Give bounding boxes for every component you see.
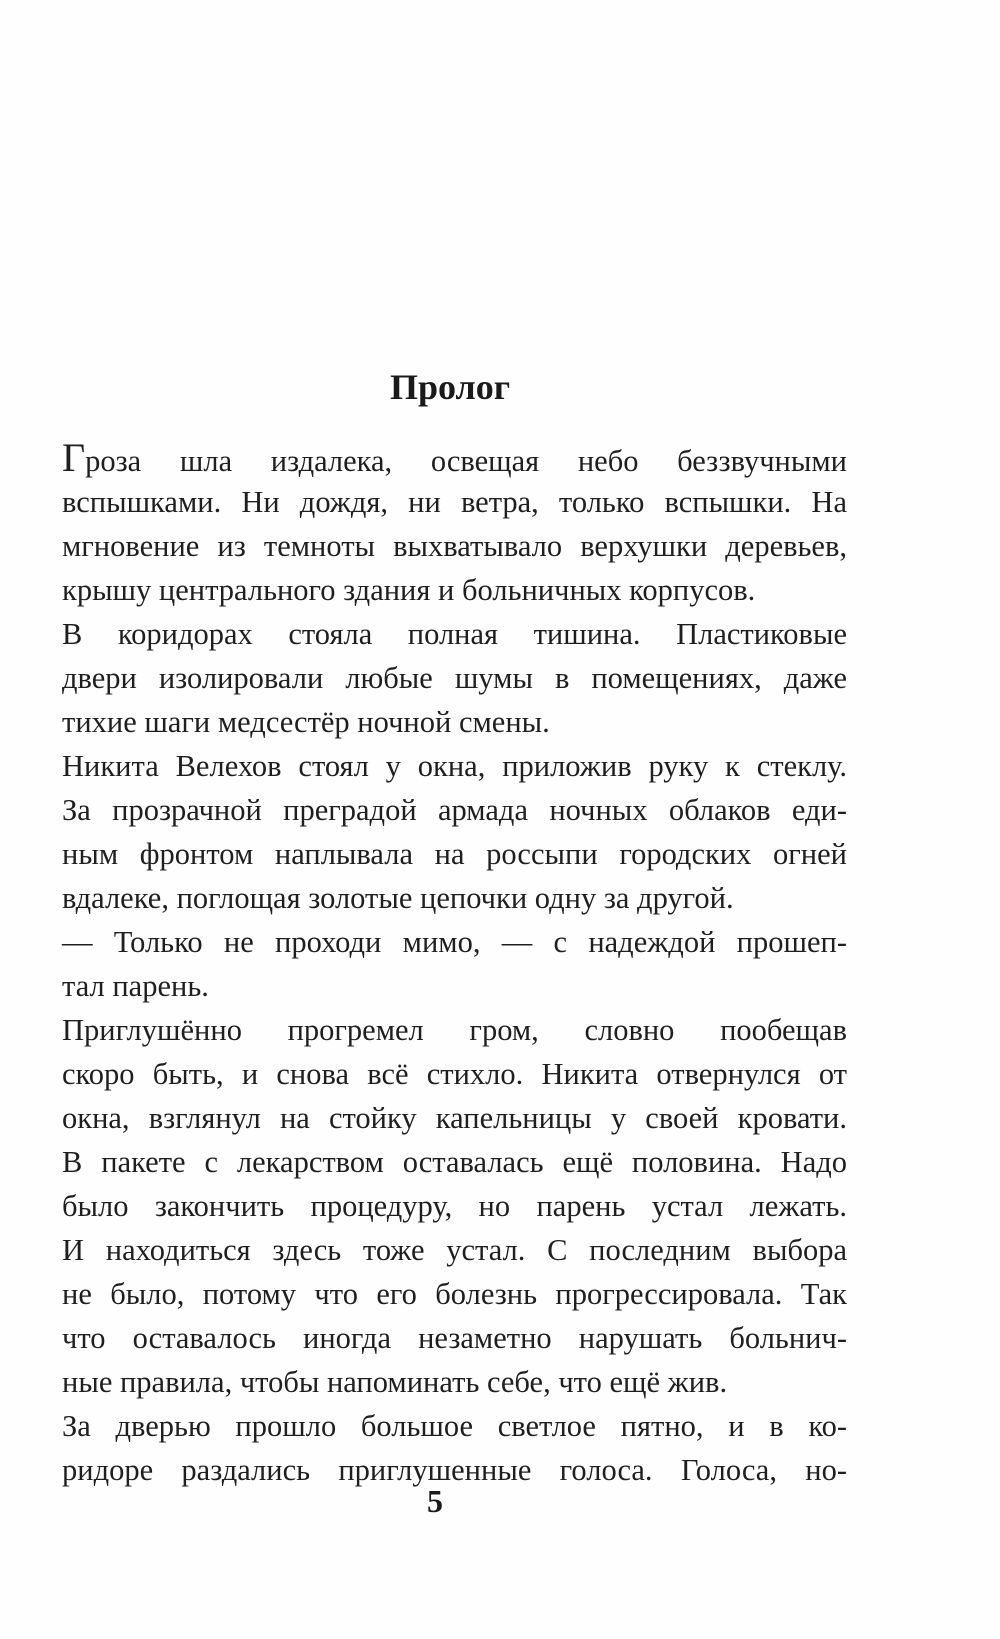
text-line: окна, взглянул на стойку капельницы у своей кровати. [62, 1101, 847, 1135]
text-line: тал парень. [62, 969, 209, 1003]
text-line: вспышками. Ни дождя, ни ветра, только вспышки. На [62, 485, 847, 519]
text-line: ным фронтом наплывала на россыпи городских огней [62, 837, 847, 871]
text-line: было закончить процедуру, но парень устал лежать. [62, 1189, 847, 1223]
text-line: мгновение из темноты выхватывало верхушки деревьев, [62, 529, 847, 563]
text-line: За прозрачной преградой армада ночных облаков еди- [62, 793, 847, 827]
text-line: ридоре раздались приглушенные голоса. Голоса, но- [62, 1453, 847, 1487]
text-line: Приглушённо прогремел гром, словно пообещав [62, 1013, 847, 1047]
text-line: ные правила, чтобы напоминать себе, что ещё жив. [62, 1365, 728, 1399]
text-line: И находиться здесь тоже устал. С последним выбора [62, 1233, 847, 1267]
text-line: — Только не проходи мимо, — с надеждой прошеп- [62, 925, 847, 959]
text-line: крышу центрального здания и больничных корпусов. [62, 573, 756, 607]
text-line: вдалеке, поглощая золотые цепочки одну за другой. [62, 881, 734, 915]
text-line: тихие шаги медсестёр ночной смены. [62, 705, 550, 739]
text-line: двери изолировали любые шумы в помещениях, даже [62, 661, 847, 695]
text-line: что оставалось иногда незаметно нарушать больнич- [62, 1321, 847, 1355]
text-line: За дверью прошло большое светлое пятно, и в ко- [62, 1409, 847, 1443]
drop-cap: Г [62, 435, 86, 480]
text-line: В пакете с лекарством оставалась ещё половина. Надо [62, 1145, 847, 1179]
text-line: В коридорах стояла полная тишина. Пластиковые [62, 617, 847, 651]
text-line: скоро быть, и снова всё стихло. Никита отвернулся от [62, 1057, 847, 1091]
text-line: не было, потому что его болезнь прогрессировала. Так [62, 1277, 847, 1311]
text-line: Гроза шла издалека, освещая небо беззвучными [62, 435, 847, 480]
text-line: Никита Велехов стоял у окна, приложив руку к стеклу. [62, 749, 847, 783]
page-number: 5 [427, 1483, 443, 1519]
chapter-title: Пролог [389, 367, 511, 407]
